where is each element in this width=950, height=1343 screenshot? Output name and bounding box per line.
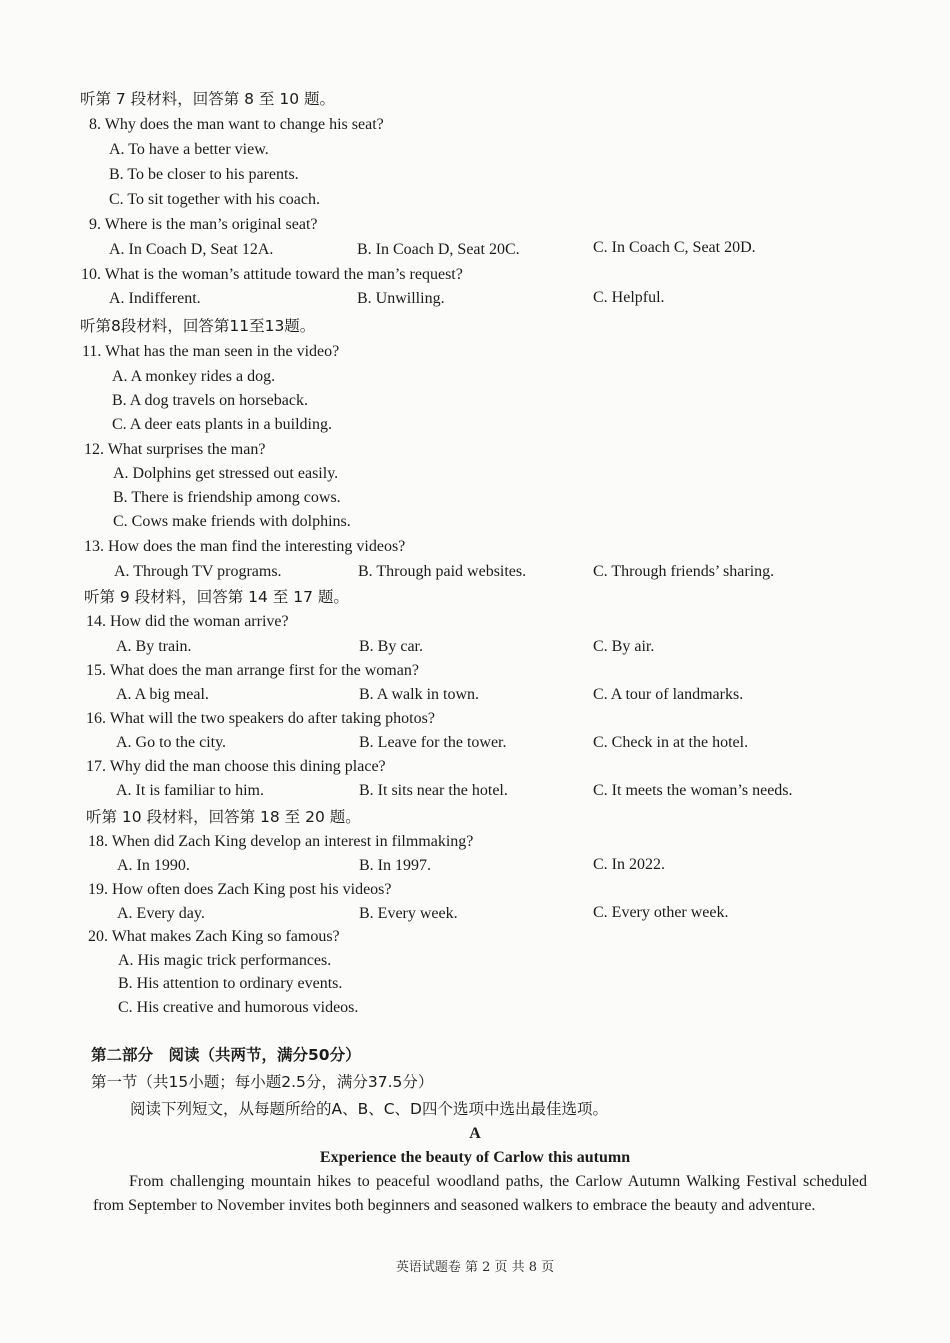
option-a: A. Every day.	[117, 905, 205, 922]
option-a: A. A monkey rides a dog.	[112, 368, 276, 385]
option-c: C. Every other week.	[593, 904, 729, 921]
option-c: C. In Coach C, Seat 20D.	[593, 239, 756, 256]
option-a: A. Go to the city.	[116, 734, 227, 751]
section-heading: 第一节（共15小题；每小题2.5分，满分37.5分）	[91, 1073, 434, 1091]
option-a: A. To have a better view.	[109, 141, 269, 158]
question-stem: 15. What does the man arrange first for the woman?	[86, 662, 419, 679]
question-stem: 12. What surprises the man?	[84, 441, 266, 458]
option-a: A. A big meal.	[116, 686, 209, 703]
option-b: B. In Coach D, Seat 20C.	[357, 241, 520, 258]
option-a: A. His magic trick performances.	[118, 952, 332, 969]
question-stem: 11. What has the man seen in the video?	[82, 343, 340, 360]
option-b: B. Leave for the tower.	[359, 734, 507, 751]
question-stem: 19. How often does Zach King post his videos?	[88, 881, 392, 898]
option-c: C. His creative and humorous videos.	[118, 999, 359, 1016]
option-b: B. It sits near the hotel.	[359, 782, 508, 799]
option-c: C. It meets the woman’s needs.	[593, 782, 793, 799]
option-a: A. In 1990.	[117, 857, 190, 874]
option-a: A. By train.	[116, 638, 192, 655]
option-a: A. It is familiar to him.	[116, 782, 264, 799]
passage-letter: A	[469, 1125, 481, 1142]
option-c: C. A deer eats plants in a building.	[112, 416, 332, 433]
option-b: B. By car.	[359, 638, 423, 655]
option-a: A. In Coach D, Seat 12A.	[109, 241, 274, 258]
section-heading: 听第 7 段材料，回答第 8 至 10 题。	[80, 90, 336, 108]
option-b: B. There is friendship among cows.	[113, 489, 341, 506]
option-b: B. A walk in town.	[359, 686, 480, 703]
option-c: C. Check in at the hotel.	[593, 734, 749, 751]
option-c: C. To sit together with his coach.	[109, 191, 320, 208]
question-stem: 14. How did the woman arrive?	[86, 613, 289, 630]
option-c: C. In 2022.	[593, 856, 665, 873]
option-c: C. A tour of landmarks.	[593, 686, 744, 703]
option-a: A. Indifferent.	[109, 290, 201, 307]
option-b: B. Through paid websites.	[358, 563, 527, 580]
instruction-text: 阅读下列短文，从每题所给的A、B、C、D四个选项中选出最佳选项。	[130, 1100, 608, 1118]
option-c: C. Helpful.	[593, 289, 665, 306]
option-a: A. Through TV programs.	[114, 563, 282, 580]
option-b: B. His attention to ordinary events.	[118, 975, 343, 992]
option-b: B. In 1997.	[359, 857, 431, 874]
question-stem: 9. Where is the man’s original seat?	[89, 216, 318, 233]
page-footer: 英语试题卷 第 2 页 共 8 页	[395, 1260, 555, 1275]
passage-paragraph: From challenging mountain hikes to peaceful woodland paths, the Carlow Autumn Walking Festival scheduled from September to November invites both beginners and seasoned walkers to embrace the beauty and adventure.	[93, 1173, 867, 1214]
question-stem: 16. What will the two speakers do after taking photos?	[86, 710, 435, 727]
option-c: C. Through friends’ sharing.	[593, 563, 775, 580]
option-c: C. Cows make friends with dolphins.	[113, 513, 351, 530]
question-stem: 18. When did Zach King develop an interest in filmmaking?	[88, 833, 474, 850]
section-heading: 听第 9 段材料，回答第 14 至 17 题。	[84, 588, 349, 606]
option-c: C. By air.	[593, 638, 655, 655]
option-a: A. Dolphins get stressed out easily.	[113, 465, 339, 482]
passage-title: Experience the beauty of Carlow this autumn	[319, 1149, 631, 1166]
question-stem: 10. What is the woman’s attitude toward the man’s request?	[81, 266, 463, 283]
option-b: B. A dog travels on horseback.	[112, 392, 308, 409]
option-b: B. To be closer to his parents.	[109, 166, 299, 183]
question-stem: 13. How does the man find the interesting videos?	[84, 538, 406, 555]
question-stem: 17. Why did the man choose this dining place?	[86, 758, 386, 775]
part-heading: 第二部分 阅读（共两节，满分50分）	[91, 1046, 361, 1064]
question-stem: 8. Why does the man want to change his seat?	[89, 116, 384, 133]
question-stem: 20. What makes Zach King so famous?	[88, 928, 340, 945]
section-heading: 听第8段材料，回答第11至13题。	[80, 317, 316, 335]
section-heading: 听第 10 段材料，回答第 18 至 20 题。	[86, 808, 361, 826]
option-b: B. Unwilling.	[357, 290, 445, 307]
option-b: B. Every week.	[359, 905, 458, 922]
